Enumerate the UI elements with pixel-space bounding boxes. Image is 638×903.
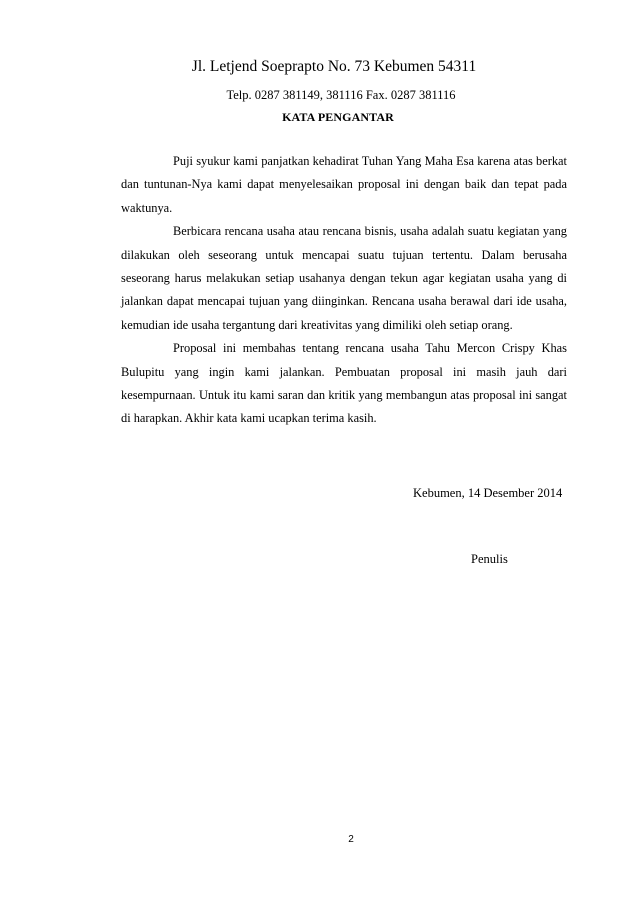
body-text xyxy=(121,150,567,431)
signer-name: Penulis xyxy=(471,552,508,566)
page-title: KATA PENGANTAR xyxy=(282,110,394,124)
page-number: 2 xyxy=(348,834,354,845)
place-date: Kebumen, 14 Desember 2014 xyxy=(413,486,563,500)
address-line: Jl. Letjend Soeprapto No. 73 Kebumen 54311 xyxy=(191,58,477,75)
paragraph-1: Puji syukur kami panjatkan kehadirat Tuhan Yang Maha Esa karena atas berkat dan tuntunan-Nya kami dapat menyelesaikan proposal ini dengan baik dan tepat pada waktunya. xyxy=(121,154,567,215)
paragraph-2: Berbicara rencana usaha atau rencana bisnis, usaha adalah suatu kegiatan yang dilakukan oleh seseorang untuk mencapai suatu tujuan tertentu. Dalam berusaha seseorang harus melakukan setiap usahanya dengan tekun agar kegiatan usaha yang di jalankan dapat mencapai tujuan yang diinginkan. Rencana usaha berawal dari ide usaha, kemudian ide usaha tergantung dari kreativitas yang dimiliki oleh setiap orang. xyxy=(121,224,567,332)
paragraph-3: Proposal ini membahas tentang rencana usaha Tahu Mercon Crispy Khas Bulupitu yang ingin kami jalankan. Pembuatan proposal ini masih jauh dari kesempurnaan. Untuk itu kami saran dan kritik yang membangun atas proposal ini sangat di harapkan. Akhir kata kami ucapkan terima kasih. xyxy=(121,341,567,426)
contact-line: Telp. 0287 381149, 381116 Fax. 0287 381116 xyxy=(226,88,456,102)
